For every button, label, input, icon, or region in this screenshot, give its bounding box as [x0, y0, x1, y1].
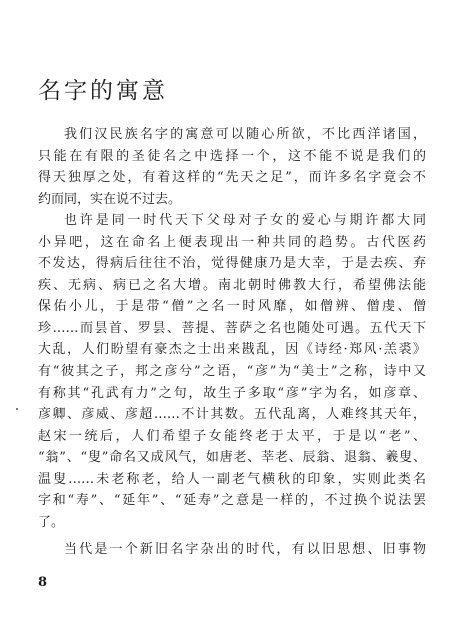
- text-line: 我们汉民族名字的寓意可以随心所欲，不比西洋诸国，: [64, 127, 426, 142]
- text-line: 字和“寿”、“延年”、“延寿”之意是一样的，不过换个说法罢: [38, 493, 426, 509]
- text-line: 有称其“孔武有力”之句，故生子多取“彦”字为名，如彦章、: [38, 385, 426, 401]
- text-line: 约而同，实在说不过去。: [38, 191, 182, 207]
- text-line: 了。: [38, 514, 65, 530]
- text-line: 彦卿、彦威、彦超……不计其数。五代乱离，人难终其天年，: [38, 407, 426, 423]
- text-line: 只能在有限的圣徒名之中选择一个，这不能不说是我们的: [38, 148, 426, 164]
- text-line: 得天独厚之处，有着这样的“先天之足”，而许多名字竟会不: [38, 170, 426, 186]
- text-line: “翁”、“叟”命名又成风气，如唐老、莘老、辰翁、退翁、羲叟、: [38, 450, 426, 466]
- text-line: 温叟……未老称老，给人一副老气横秋的印象，实则此类名: [38, 471, 426, 487]
- text-line: 也许是同一时代天下父母对子女的爱心与期许都大同: [64, 213, 426, 229]
- text-line: 当代是一个新旧名字杂出的时代，有以旧思想、旧事物: [64, 542, 426, 558]
- page-number: 8: [38, 575, 48, 590]
- scan-speck: [16, 408, 18, 410]
- text-line: 保佑小儿，于是带“僧”之名一时风靡，如僧辨、僧虔、僧: [38, 299, 426, 315]
- text-line: 珍……而昙首、罗昙、菩提、菩萨之名也随处可遇。五代天下: [38, 320, 426, 336]
- text-line: 不发达，得病后往往不治，觉得健康乃是大幸，于是去疾、弃: [38, 256, 426, 272]
- text-line: 赵宋一统后，人们希望子女能终老于太平，于是以“老”、: [38, 428, 426, 444]
- text-line: 有“彼其之子，邦之彦兮”之语，“彦”为“美士”之称，诗中又: [38, 364, 426, 380]
- text-line: 大乱，人们盼望有豪杰之士出来戡乱，因《诗经·郑风·羔裘》: [38, 342, 426, 358]
- body-text: [38, 124, 426, 561]
- section-title: 名字的寓意: [38, 78, 168, 104]
- text-line: 小异吧，这在命名上便表现出一种共同的趋势。古代医药: [38, 234, 426, 250]
- text-line: 疾、无病、病已之名大增。南北朝时佛教大行，希望佛法能: [38, 277, 426, 293]
